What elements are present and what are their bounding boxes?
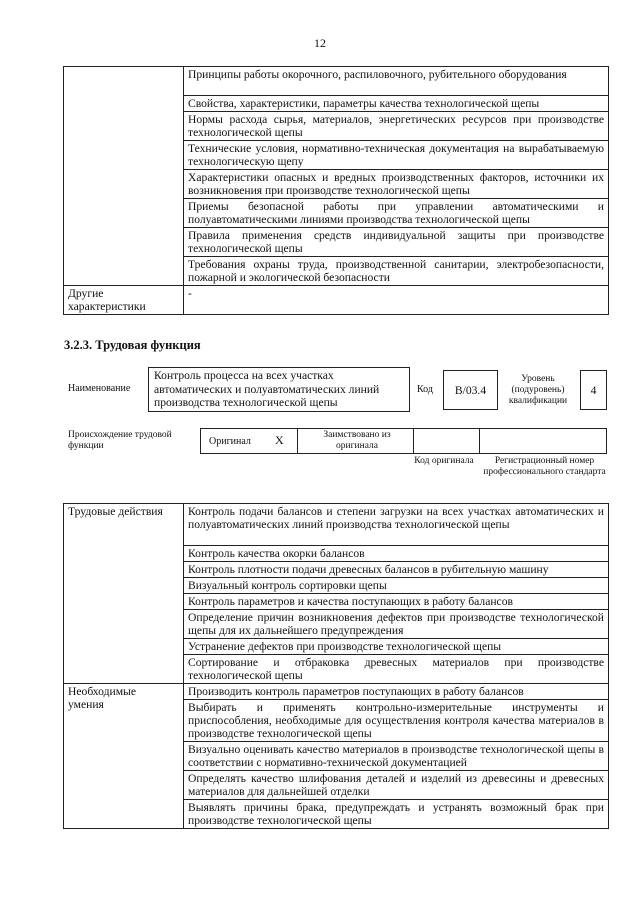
labor-action-item: Определение причин возникновения дефектов при производстве технологической щепы для их дальнейшего предупреждения [184, 610, 609, 639]
knowledge-item: Приемы безопасной работы при управлении автоматическими и полуавтоматическими линиями производства технологической щепы [184, 199, 609, 228]
labor-action-item: Визуальный контроль сортировки щепы [184, 578, 609, 594]
knowledge-item: Свойства, характеристики, параметры качества технологической щепы [184, 96, 609, 112]
code-box [443, 370, 498, 410]
borrowed-label: Заимствовано из оригинала [323, 430, 391, 451]
function-name: Контроль процесса на всех участках автоматических и полуавтоматических линий производства технологической щепы [154, 369, 380, 409]
labor-action-item: Устранение дефектов при производстве технологической щепы [184, 639, 609, 655]
knowledge-item: Технические условия, нормативно-техническая документация на вырабатываемую технологическую щепу [184, 141, 609, 170]
registration-caption: Регистрационный номер профессионального стандарта [483, 456, 606, 477]
skill-item: Выявлять причины брака, предупреждать и устранять возможный брак при производстве технологической щепы [184, 800, 609, 829]
divider [297, 429, 298, 453]
skill-item: Производить контроль параметров поступающих в работу балансов [184, 684, 609, 700]
level-value: 4 [590, 384, 597, 397]
divider [479, 429, 480, 453]
labor-action-item: Контроль параметров и качества поступающих в работу балансов [184, 594, 609, 610]
skill-item: Выбирать и применять контрольно-измерительные инструменты и приспособления, необходимые для осуществления контроля качества материалов в производстве технологической щепы [184, 700, 609, 742]
knowledge-table [63, 66, 609, 315]
section-title: 3.2.3. Трудовая функция [64, 338, 201, 352]
empty-label-cell [64, 67, 184, 286]
labor-action-item: Контроль качества окорки балансов [184, 546, 609, 562]
knowledge-item: Нормы расхода сырья, материалов, энергетических ресурсов при производстве технологической щепы [184, 112, 609, 141]
other-characteristics-value: - [184, 286, 609, 315]
actions-skills-table [63, 503, 609, 829]
knowledge-item: Принципы работы окорочного, распиловочного, рубительного оборудования [184, 67, 609, 96]
knowledge-item: Характеристики опасных и вредных производственных факторов, источники их возникновения при производстве технологической щепы [184, 170, 609, 199]
labor-actions-label: Трудовые действия [64, 504, 184, 684]
skills-label: Необходимые умения [64, 684, 184, 829]
knowledge-item: Требования охраны труда, производственной санитарии, электробезопасности, пожарной и экологической безопасности [184, 257, 609, 286]
level-label: Уровень (подуровень) квалификации [508, 374, 568, 406]
skill-item: Визуально оценивать качество материалов в производстве технологической щепы в соответствии с нормативно-технической документацией [184, 742, 609, 771]
function-code: B/03.4 [454, 384, 487, 397]
function-name-box [148, 367, 410, 412]
original-mark: X [275, 433, 284, 447]
labor-action-item: Контроль подачи балансов и степени загрузки на всех участках автоматических и полуавтоматических линий производства технологической щепы [184, 504, 609, 546]
origin-row [200, 428, 607, 454]
divider [413, 429, 414, 453]
code-original-caption: Код оригинала [414, 456, 474, 466]
name-label: Наименование [68, 383, 131, 394]
labor-action-item: Контроль плотности подачи древесных балансов в рубительную машину [184, 562, 609, 578]
original-label: Оригинал [209, 436, 251, 447]
page-number: 12 [314, 36, 326, 50]
code-label: Код [417, 384, 433, 395]
origin-label: Происхождение трудовой функции [68, 430, 172, 451]
level-box [580, 370, 607, 410]
knowledge-item: Правила применения средств индивидуальной защиты при производстве технологической щепы [184, 228, 609, 257]
labor-action-item: Сортирование и отбраковка древесных материалов при производстве технологической щепы [184, 655, 609, 684]
other-characteristics-label: Другие характеристики [64, 286, 184, 315]
skill-item: Определять качество шлифования деталей и изделий из древесины и древесных материалов для дальнейшей отделки [184, 771, 609, 800]
